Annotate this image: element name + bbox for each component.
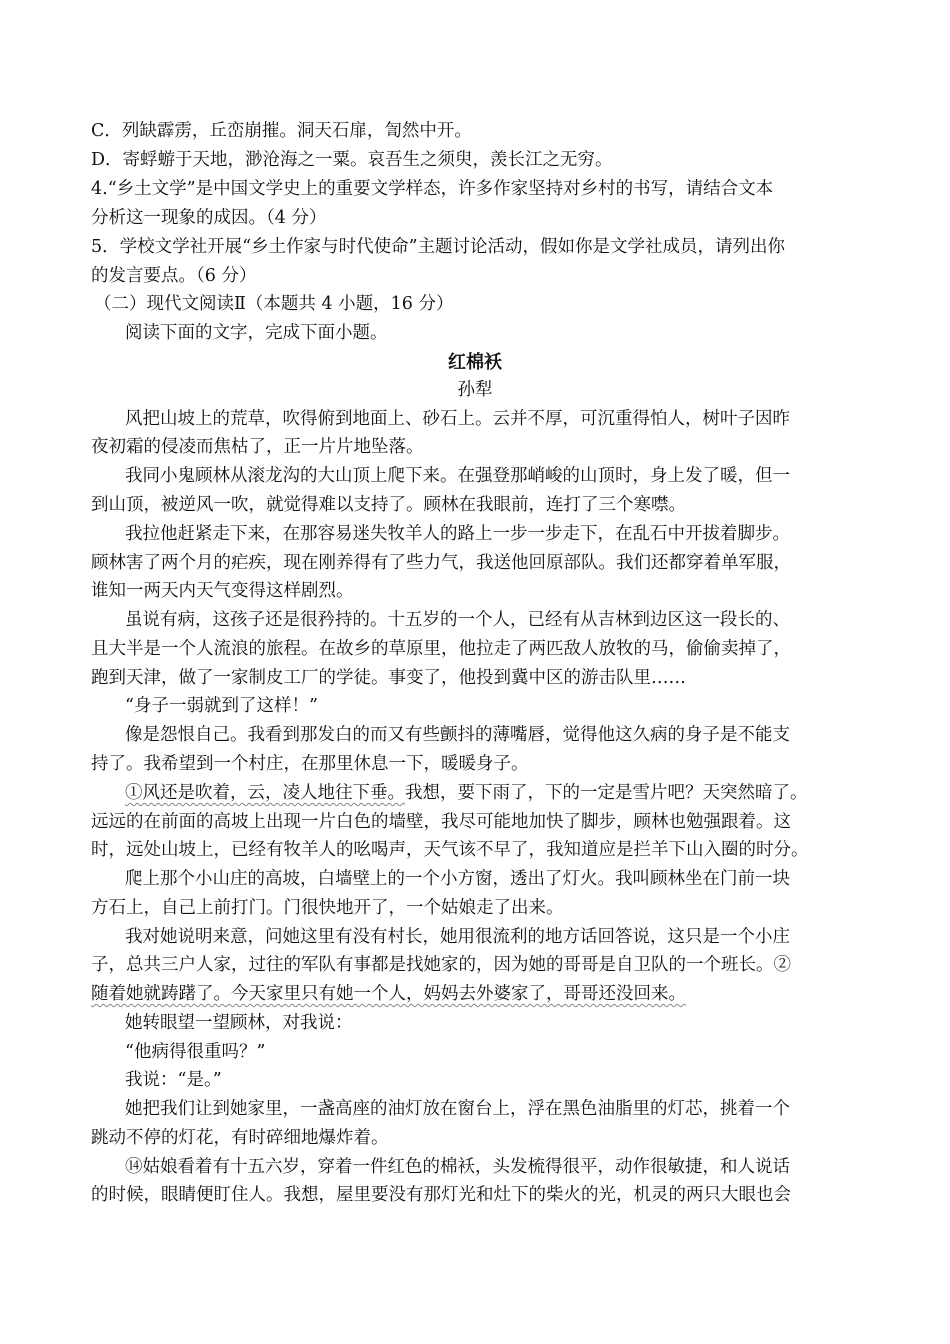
article-line: “身子一弱就到了这样！” xyxy=(125,696,318,716)
article-line: 夜初霜的侵凌而焦枯了，正一片片地坠落。 xyxy=(91,437,424,457)
article-line: 谁知一两天内天气变得这样剧烈。 xyxy=(91,581,354,601)
article-line: 跳动不停的灯花，有时碎细地爆炸着。 xyxy=(91,1128,389,1148)
article-line: 我同小鬼顾林从滚龙沟的大山顶上爬下来。在强登那峭峻的山顶时，身上发了暖，但一 xyxy=(125,466,790,486)
question-5-line-2: 的发言要点。（6 分） xyxy=(91,266,257,286)
article-line: 的时候，眼睛便盯住人。我想，屋里要没有那灯光和灶下的柴火的光，机灵的两只大眼也会 xyxy=(91,1185,791,1205)
article-line: ⑭姑娘看着有十五六岁，穿着一件红色的棉袄，头发梳得很平，动作很敏捷，和人说话 xyxy=(125,1157,790,1177)
option-d: D．寄蜉蝣于天地，渺沧海之一粟。哀吾生之须臾，羡长江之无穷。 xyxy=(91,150,613,170)
article-line: 我对她说明来意，问她这里有没有村长，她用很流利的地方话回答说，这只是一个小庄 xyxy=(125,927,790,947)
article-line: 我说：“是。” xyxy=(125,1070,222,1090)
article-line: 子，总共三户人家，过往的军队有事都是找她家的，因为她的哥哥是自卫队的一个班长。② xyxy=(91,955,791,975)
article-line: 爬上那个小山庄的高坡，白墙壁上的一个小方窗，透出了灯火。我叫顾林坐在门前一块 xyxy=(125,869,790,889)
article-line: 且大半是一个人流浪的旅程。在故乡的草原里，他拉走了两匹敌人放牧的马，偷偷卖掉了， xyxy=(91,639,791,659)
article-line: 跑到天津，做了一家制皮工厂的学徒。事变了，他投到冀中区的游击队里…… xyxy=(91,668,686,688)
reading-instruction: 阅读下面的文字，完成下面小题。 xyxy=(125,323,388,343)
article-line: 她转眼望一望顾林，对我说： xyxy=(125,1013,353,1033)
marked-sentence-2: 随着她就踌躇了。今天家里只有她一个人，妈妈去外婆家了，哥哥还没回来。 xyxy=(91,984,686,1004)
article-title: 红棉袄 xyxy=(448,352,502,373)
article-line xyxy=(91,982,871,1006)
article-line: 虽说有病，这孩子还是很矜持的。十五岁的一个人，已经有从吉林到边区这一段长的、 xyxy=(125,610,790,630)
article-line: 远远的在前面的高坡上出现一片白色的墙壁，我尽可能地加快了脚步，顾林也勉强跟着。这 xyxy=(91,812,791,832)
article-line: “他病得很重吗？” xyxy=(125,1042,266,1062)
option-c: C．列缺霹雳，丘峦崩摧。洞天石扉，訇然中开。 xyxy=(91,121,472,141)
article-author: 孙犁 xyxy=(457,380,493,400)
article-line xyxy=(125,781,905,805)
marked-sentence-1: ①风还是吹着，云，凌人地往下垂。 xyxy=(125,783,405,803)
question-4-line-2: 分析这一现象的成因。（4 分） xyxy=(91,208,327,228)
article-line: 她把我们让到她家里，一盏高座的油灯放在窗台上，浮在黑色油脂里的灯芯，挑着一个 xyxy=(125,1099,790,1119)
article-line-rest: 我想，要下雨了，下的一定是雪片吧？天突然暗了。 xyxy=(405,783,808,803)
article-line: 到山顶，被逆风一吹，就觉得难以支持了。顾林在我眼前，连打了三个寒噤。 xyxy=(91,495,686,515)
question-4-line-1: 4.“乡土文学”是中国文学史上的重要文学样态，许多作家坚持对乡村的书写，请结合文本 xyxy=(91,179,774,199)
section-heading: （二）现代文阅读Ⅱ（本题共 4 小题，16 分） xyxy=(94,294,454,314)
article-line: 方石上，自己上前打门。门很快地开了，一个姑娘走了出来。 xyxy=(91,898,564,918)
question-5-line-1: 5．学校文学社开展“乡土作家与时代使命”主题讨论活动，假如你是文学社成员，请列出你 xyxy=(91,237,786,257)
article-line: 风把山坡上的荒草，吹得俯到地面上、砂石上。云并不厚，可沉重得怕人，树叶子因昨 xyxy=(125,409,790,429)
article-line: 像是怨恨自己。我看到那发白的而又有些颤抖的薄嘴唇，觉得他这久病的身子是不能支 xyxy=(125,725,790,745)
article-line: 我拉他赶紧走下来，在那容易迷失牧羊人的路上一步一步走下，在乱石中开拔着脚步。 xyxy=(125,524,790,544)
article-line: 顾林害了两个月的疟疾，现在刚养得有了些力气，我送他回原部队。我们还都穿着单军服， xyxy=(91,553,791,573)
article-line: 时，远处山坡上，已经有牧羊人的吆喝声，天气该不早了，我知道应是拦羊下山入圈的时分。 xyxy=(91,840,809,860)
article-line: 持了。我希望到一个村庄，在那里休息一下，暖暖身子。 xyxy=(91,754,529,774)
